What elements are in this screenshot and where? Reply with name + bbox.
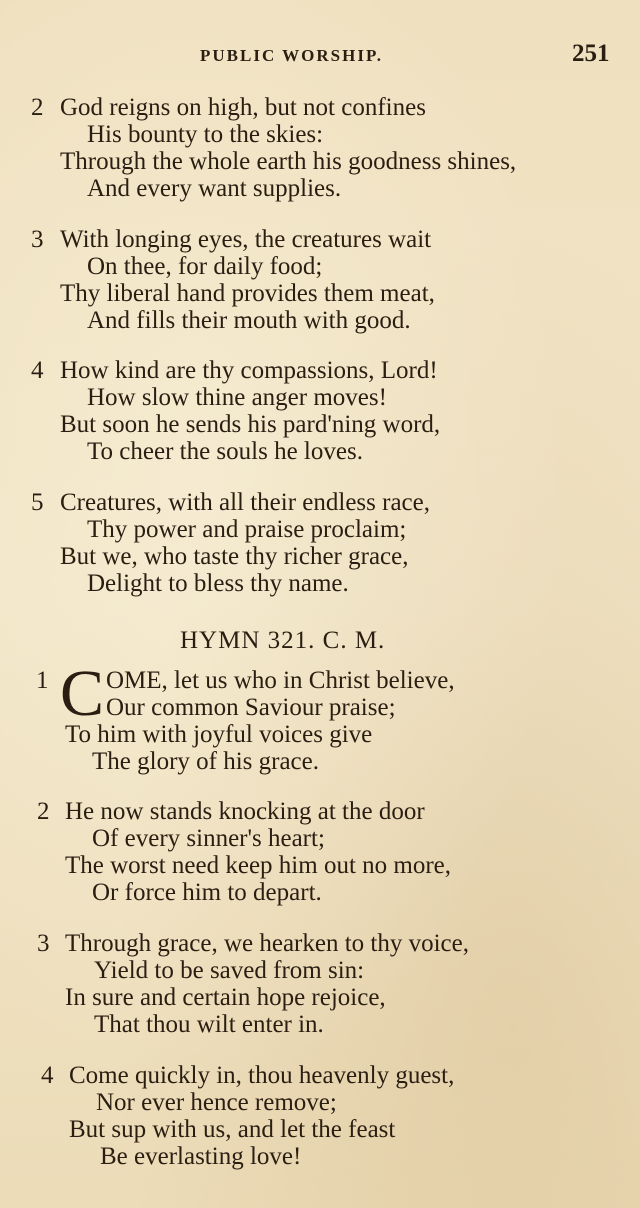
verse-line: Come quickly in, thou heavenly guest, [69,1062,455,1089]
verse-line: Nor ever hence remove; [96,1089,337,1116]
verse-line: Our common Saviour praise; [106,694,396,721]
verse-line: In sure and certain hope rejoice, [65,984,386,1011]
verse-line: Be everlasting love! [100,1143,302,1170]
verse-line: The worst need keep him out no more, [65,852,452,879]
verse-line: Creatures, with all their endless race, [60,489,430,516]
verse-line: Thy power and praise proclaim; [87,516,407,543]
verse-line: On thee, for daily food; [87,253,323,280]
verse-line: His bounty to the skies: [87,121,324,148]
verse-line: But soon he sends his pard'ning word, [60,411,441,438]
verse-line: To cheer the souls he loves. [87,438,363,465]
verse-line: Yield to be saved from sin: [94,957,365,984]
running-head: PUBLIC WORSHIP. [200,46,384,65]
stanza-number: 3 [37,930,50,957]
drop-cap: C [60,657,105,730]
verse-line: Through grace, we hearken to thy voice, [65,930,470,957]
stanza-number: 4 [31,357,44,384]
verse-line: But we, who taste thy richer grace, [60,543,409,570]
stanza-number: 2 [37,798,50,825]
verse-line: Through the whole earth his goodness shines, [60,148,517,175]
verse-line: And every want supplies. [87,175,342,202]
verse-line: The glory of his grace. [92,748,320,775]
hymn-title: HYMN 321. C. M. [180,627,386,654]
stanza-number: 1 [36,667,49,694]
verse-line: Thy liberal hand provides them meat, [60,280,435,307]
verse-line: Or force him to depart. [92,879,322,906]
page-number: 251 [572,40,610,67]
stanza-number: 4 [41,1062,54,1089]
verse-line: Of every sinner's heart; [92,825,325,852]
verse-line: But sup with us, and let the feast [69,1116,396,1143]
verse-line: With longing eyes, the creatures wait [60,226,432,253]
verse-line: He now stands knocking at the door [65,798,425,825]
verse-line: How slow thine anger moves! [87,384,387,411]
stanza-number: 2 [31,94,44,121]
stanza-number: 3 [31,226,44,253]
verse-line: God reigns on high, but not confines [60,94,426,121]
stanza-number: 5 [31,489,44,516]
verse-line: How kind are thy compassions, Lord! [60,357,438,384]
verse-line: And fills their mouth with good. [87,307,411,334]
verse-line: To him with joyful voices give [65,721,373,748]
verse-line: OME, let us who in Christ believe, [106,667,455,694]
verse-line: Delight to bless thy name. [87,570,349,597]
verse-line: That thou wilt enter in. [94,1011,324,1038]
